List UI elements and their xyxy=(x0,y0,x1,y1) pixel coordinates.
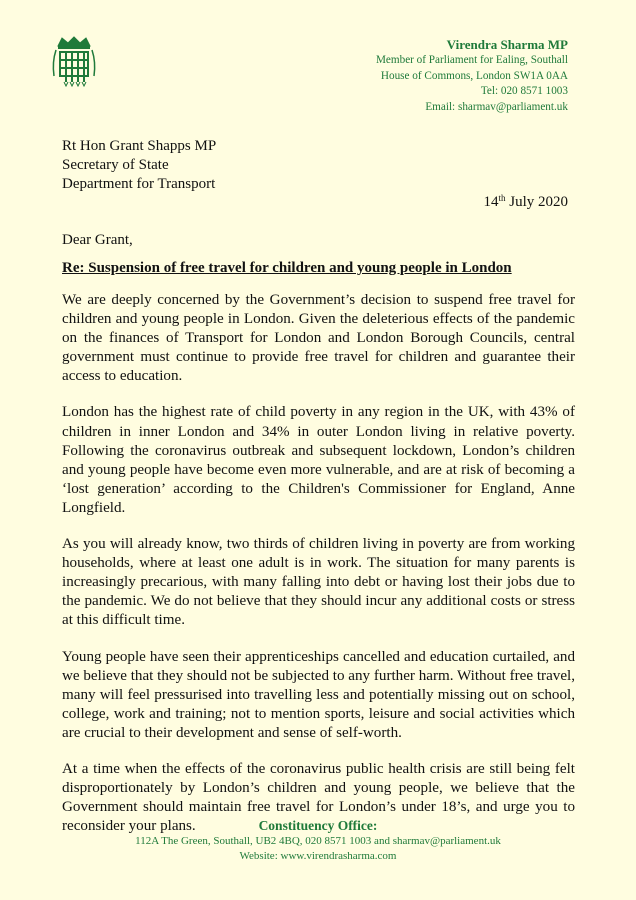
mp-name: Virendra Sharma MP xyxy=(446,37,568,52)
date-suffix: th xyxy=(498,193,506,203)
letterhead-line-phone: Tel: 020 8571 1003 xyxy=(480,85,568,98)
paragraph-4: Young people have seen their apprenticeships cancelled and education curtailed, and we believe that they should not be subjected to any further harm. Without free travel, many will feel pressurised into travelling less and potentially missing out on school, college, work and training; not to mention sports, leisure and social activities which are crucial to their development and sense of self-worth. xyxy=(62,648,575,741)
footer-address: 112A The Green, Southall, UB2 4BQ, 020 8571 1003 and sharmav@parliament.uk xyxy=(135,835,501,847)
letterhead-line-address: House of Commons, London SW1A 0AA xyxy=(380,69,568,82)
paragraph-1: We are deeply concerned by the Government’s decision to suspend free travel for children and young people in London. Given the deleterious effects of the pandemic on the finances of Transport for London and London Borough Councils, central government must continue to provide free travel for children and guarantee their access to education. xyxy=(62,292,575,385)
paragraph-3: As you will already know, two thirds of children living in poverty are from working households, where at least one adult is in work. The situation for many parents is increasingly precarious, with many falling into debt or having lost their jobs due to the pandemic. We do not believe that they should incur any additional costs or stress at this difficult time. xyxy=(62,536,575,629)
recipient-name: Rt Hon Grant Shapps MP xyxy=(62,138,217,154)
date-month-year: July 2020 xyxy=(505,194,568,210)
footer-website: Website: www.virendrasharma.com xyxy=(239,849,397,862)
portcullis-icon xyxy=(50,36,98,88)
paragraph-5: At a time when the effects of the coronavirus public health crisis are still being felt disproportionately by London’s children and young people, we believe that the Government should maintain free travel for London’s under 18’s, and urge you to reconsider your plans. xyxy=(62,760,575,835)
recipient-department: Department for Transport xyxy=(62,176,216,192)
footer xyxy=(0,817,636,863)
letterhead-line-email: Email: sharmav@parliament.uk xyxy=(425,100,568,113)
letter-body xyxy=(62,291,575,853)
recipient-title: Secretary of State xyxy=(62,157,169,173)
date-day: 14 xyxy=(483,194,499,210)
footer-title: Constituency Office: xyxy=(258,818,378,833)
letterhead-line-constituency: Member of Parliament for Ealing, Southall xyxy=(375,54,568,66)
subject-line: Re: Suspension of free travel for children and young people in London xyxy=(62,260,512,276)
letterhead xyxy=(376,36,568,115)
recipient-address xyxy=(62,137,216,194)
paragraph-2: London has the highest rate of child poverty in any region in the UK, with 43% of children in inner London and 34% in outer London living in relative poverty. Following the coronavirus outbreak and subsequent lockdown, London’s children and young people have become even more vulnerable, and are at risk of becoming a ‘lost generation’ according to the Children's Commissioner for England, Anne Longfield. xyxy=(62,404,575,516)
salutation: Dear Grant, xyxy=(62,232,133,248)
letter-date xyxy=(483,193,568,211)
